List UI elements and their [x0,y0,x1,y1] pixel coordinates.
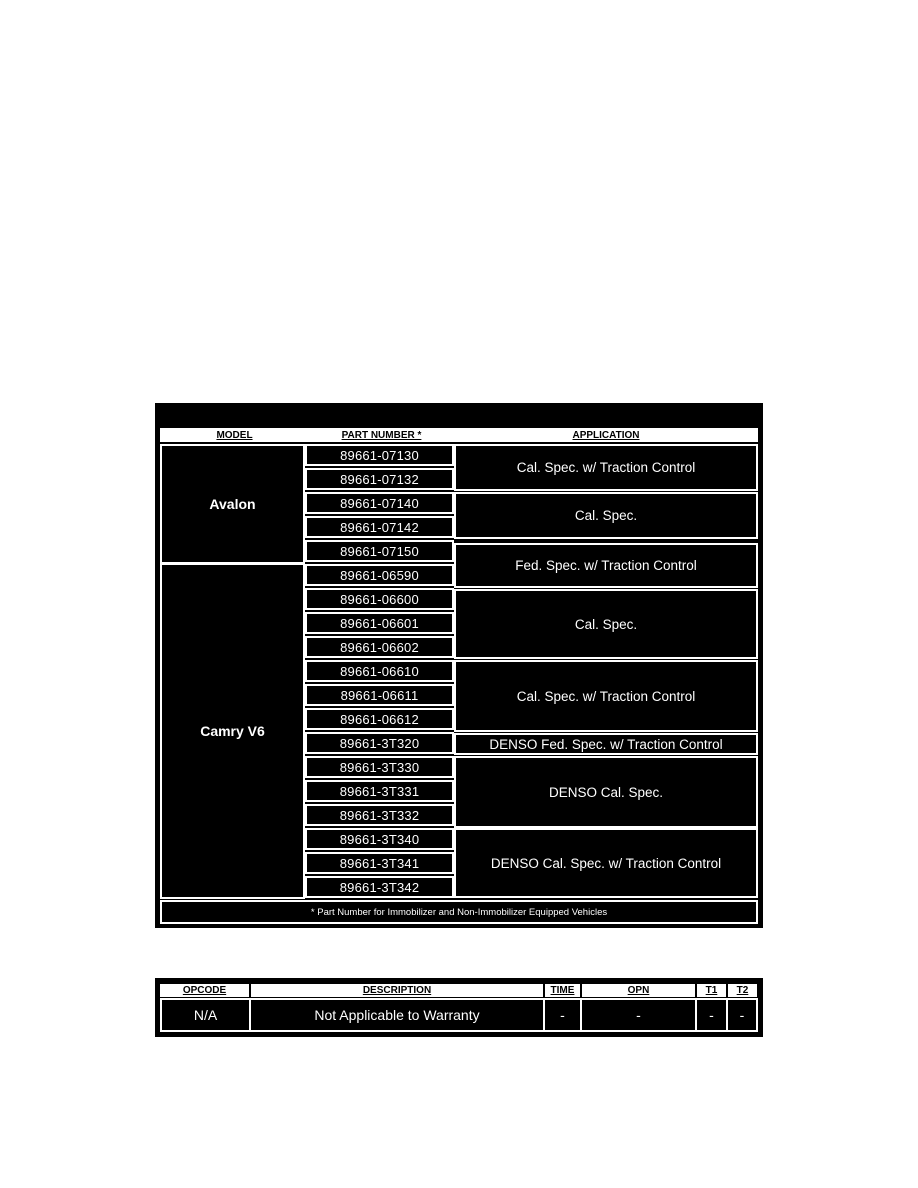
application-cell: Cal. Spec. [454,589,758,659]
application-cell: Cal. Spec. w/ Traction Control [454,660,758,732]
part-number-cell: 89661-3T330 [305,756,454,778]
model-cell-avalon: Avalon [160,444,305,564]
part-number-cell: 89661-06610 [305,660,454,682]
header-part-number: PART NUMBER * [309,428,454,442]
t1-cell: - [695,998,728,1032]
part-number-cell: 89661-06600 [305,588,454,610]
part-number-cell: 89661-06601 [305,612,454,634]
description-cell: Not Applicable to Warranty [249,998,545,1032]
header-time: TIME [545,984,580,997]
part-number-cell: 89661-3T331 [305,780,454,802]
part-number-cell: 89661-06590 [305,564,454,586]
header-opcode: OPCODE [160,984,249,997]
part-number-cell: 89661-07130 [305,444,454,466]
application-cell: Cal. Spec. w/ Traction Control [454,444,758,491]
header-model: MODEL [160,428,309,442]
part-number-cell: 89661-07132 [305,468,454,490]
part-number-cell: 89661-07142 [305,516,454,538]
part-number-cell: 89661-07150 [305,540,454,562]
part-number-cell: 89661-3T341 [305,852,454,874]
opn-cell: - [580,998,697,1032]
application-cell: DENSO Cal. Spec. [454,756,758,828]
application-cell: DENSO Fed. Spec. w/ Traction Control [454,733,758,755]
part-number-cell: 89661-06612 [305,708,454,730]
part-number-cell: 89661-06611 [305,684,454,706]
application-cell: Fed. Spec. w/ Traction Control [454,543,758,588]
part-number-cell: 89661-06602 [305,636,454,658]
header-application: APPLICATION [454,428,758,442]
parts-table [155,403,763,928]
header-opn: OPN [582,984,695,997]
header-t1: T1 [697,984,726,997]
header-description: DESCRIPTION [251,984,543,997]
t2-cell: - [726,998,758,1032]
header-t2: T2 [728,984,757,997]
part-number-cell: 89661-3T332 [305,804,454,826]
opcode-cell: N/A [160,998,251,1032]
labor-table [155,978,763,1037]
part-number-cell: 89661-3T342 [305,876,454,898]
footnote: * Part Number for Immobilizer and Non-Immobilizer Equipped Vehicles [160,900,758,924]
application-cell: DENSO Cal. Spec. w/ Traction Control [454,828,758,898]
model-cell-camry-v6: Camry V6 [160,563,305,899]
part-number-cell: 89661-07140 [305,492,454,514]
time-cell: - [543,998,582,1032]
part-number-cell: 89661-3T340 [305,828,454,850]
application-cell: Cal. Spec. [454,492,758,539]
part-number-cell: 89661-3T320 [305,732,454,754]
